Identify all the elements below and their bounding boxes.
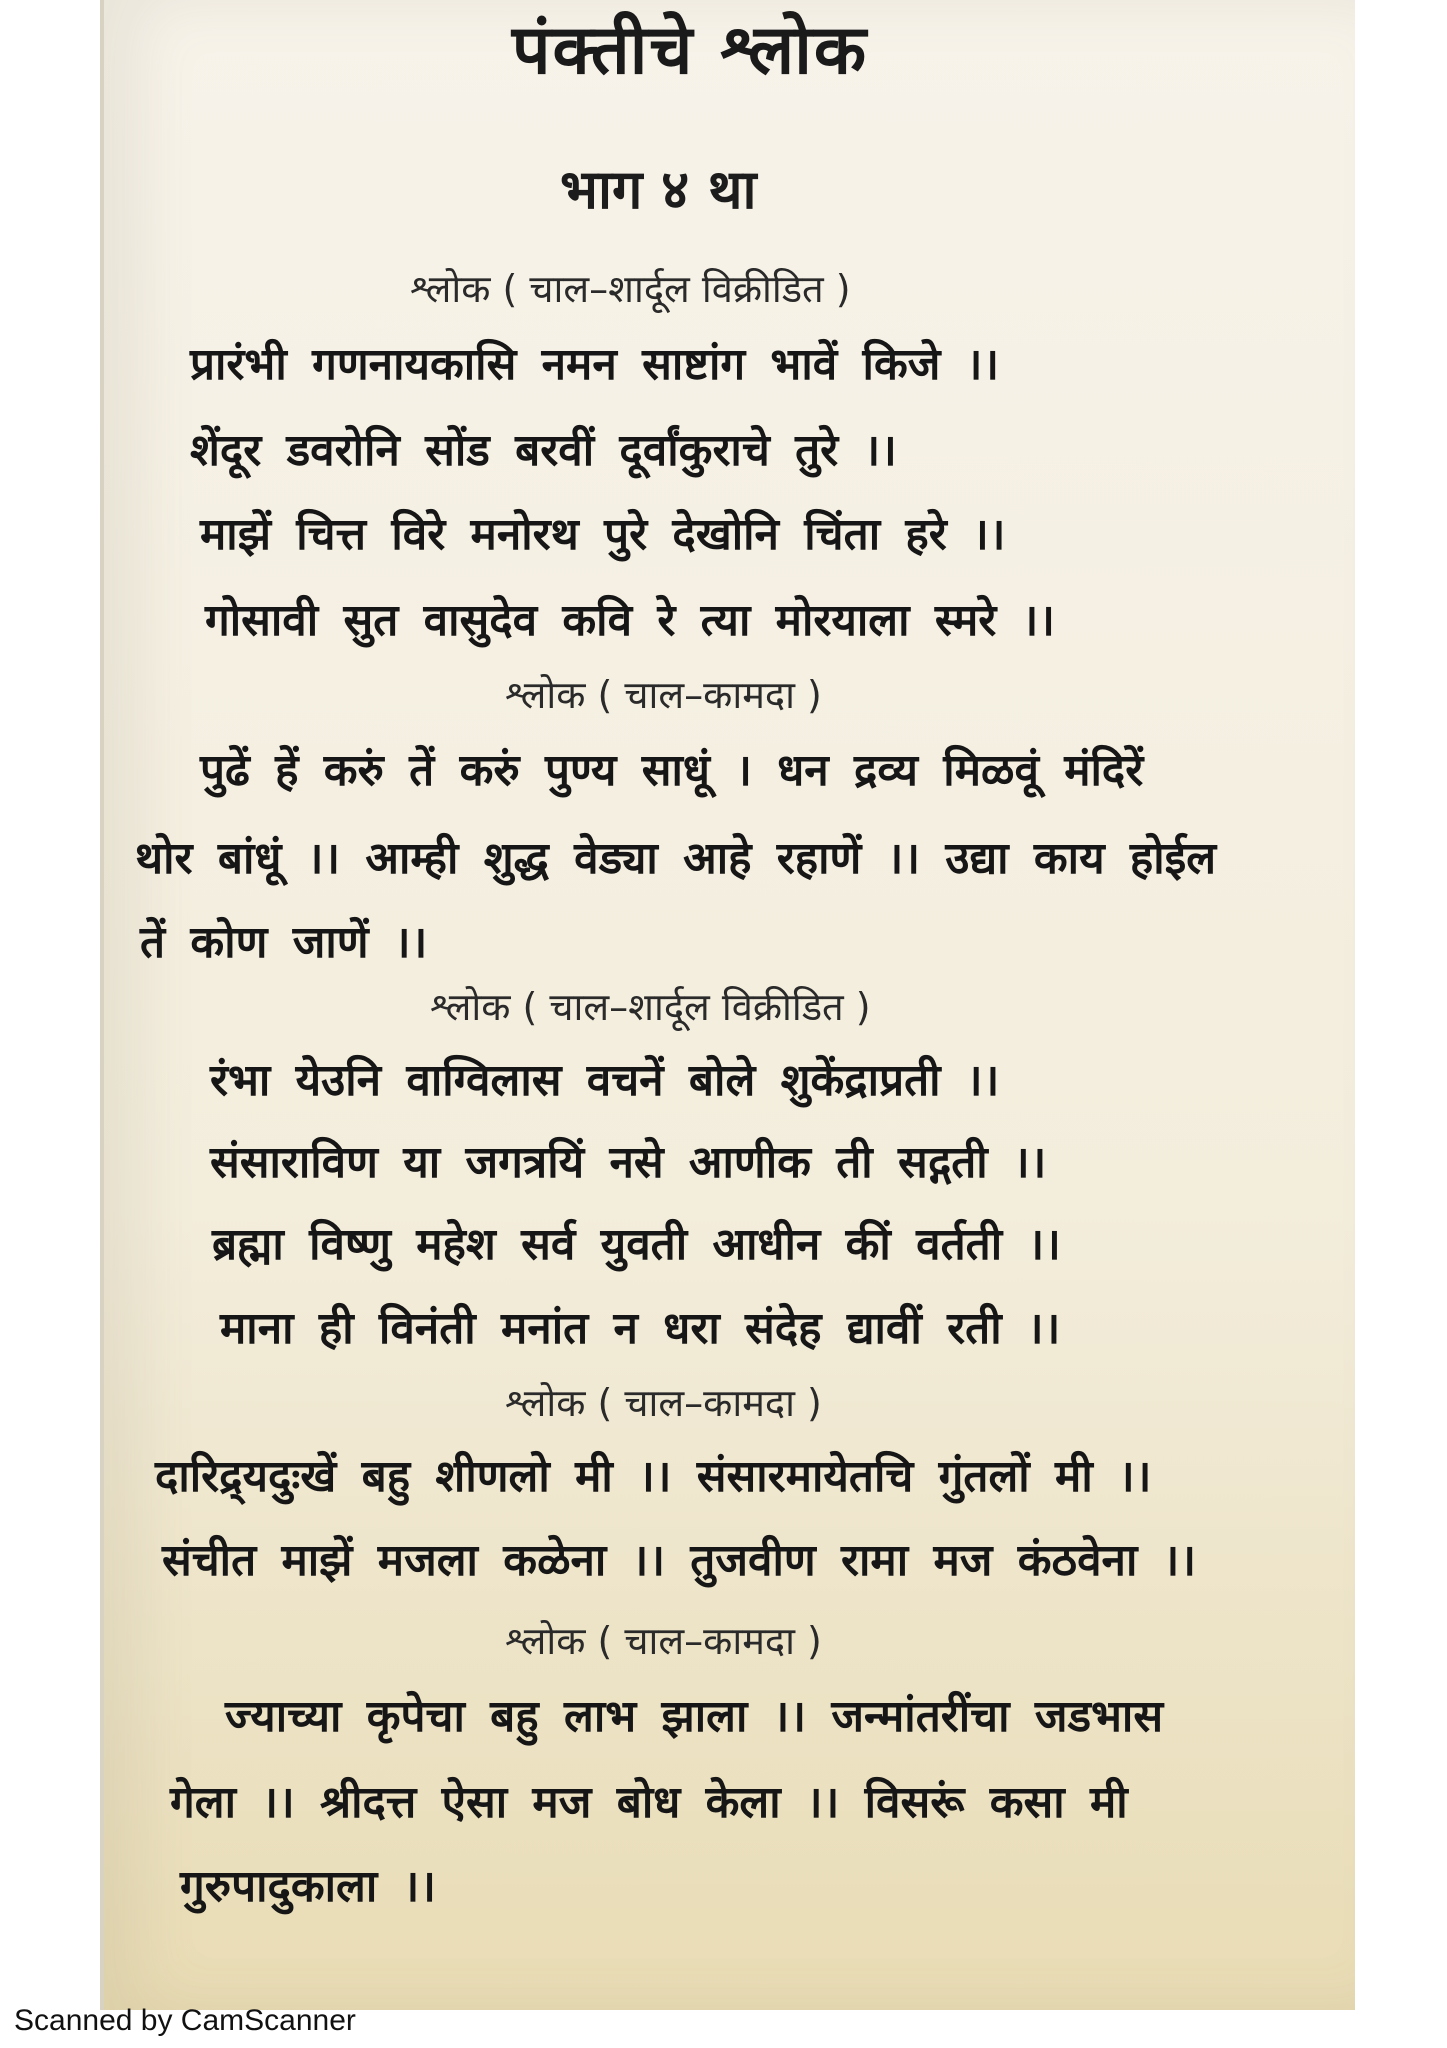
scanner-watermark: Scanned by CamScanner: [14, 2004, 356, 2037]
verse-line: गुरुपादुकाला ।।: [180, 1861, 436, 1912]
verse-line: पुढें हें करुं तें करुं पुण्य साधूं । धन द्रव्य मिळवूं मंदिरें: [200, 745, 1144, 796]
section-heading: श्लोक ( चाल–कामदा ): [505, 1381, 822, 1425]
verse-line: माना ही विनंती मनांत न धरा संदेह द्यावीं रती ।।: [220, 1303, 1061, 1354]
page-edge: [100, 0, 104, 2010]
verse-line: थोर बांधूं ।। आम्ही शुद्ध वेड्या आहे रहाणें ।। उद्या काय होईल: [135, 833, 1217, 884]
part-number: भाग ४ था: [560, 158, 757, 221]
section-heading: श्लोक ( चाल–कामदा ): [505, 673, 822, 717]
section-heading: श्लोक ( चाल–कामदा ): [505, 1619, 822, 1663]
verse-line: संसाराविण या जगत्रयिं नसे आणीक ती सद्गती ।।: [210, 1137, 1047, 1188]
verse-line: ज्याच्या कृपेचा बहु लाभ झाला ।। जन्मांतरींचा जडभास: [225, 1691, 1164, 1742]
verse-line: प्रारंभी गणनायकासि नमन साष्टांग भावें किजे ।।: [190, 339, 1000, 390]
verse-line: गेला ।। श्रीदत्त ऐसा मज बोध केला ।। विसरूं कसा मी: [170, 1777, 1128, 1828]
section-heading: श्लोक ( चाल–शार्दूल विक्रीडित ): [430, 985, 871, 1029]
verse-line: माझें चित्त विरे मनोरथ पुरे देखोनि चिंता हरे ।।: [200, 509, 1006, 560]
verse-line: शेंदूर डवरोनि सोंड बरवीं दूर्वांकुराचे तुरे ।।: [190, 425, 897, 476]
verse-line: गोसावी सुत वासुदेव कवि रे त्या मोरयाला स्मरे ।।: [205, 595, 1055, 646]
section-heading: श्लोक ( चाल–शार्दूल विक्रीडित ): [410, 267, 851, 311]
verse-line: रंभा येउनि वाग्विलास वचनें बोले शुकेंद्राप्रती ।।: [210, 1055, 1000, 1106]
verse-line: ब्रह्मा विष्णु महेश सर्व युवती आधीन कीं वर्तती ।।: [212, 1219, 1061, 1270]
verse-line: तें कोण जाणें ।।: [140, 917, 428, 968]
verse-line: दारिद्र्यदुःखें बहु शीणलो मी ।। संसारमायेतचि गुंतलों मी ।।: [155, 1451, 1152, 1502]
verse-line: संचीत माझें मजला कळेना ।। तुजवीण रामा मज कंठवेना ।।: [162, 1535, 1197, 1586]
page-title: पंक्तीचे श्लोक: [511, 11, 869, 90]
